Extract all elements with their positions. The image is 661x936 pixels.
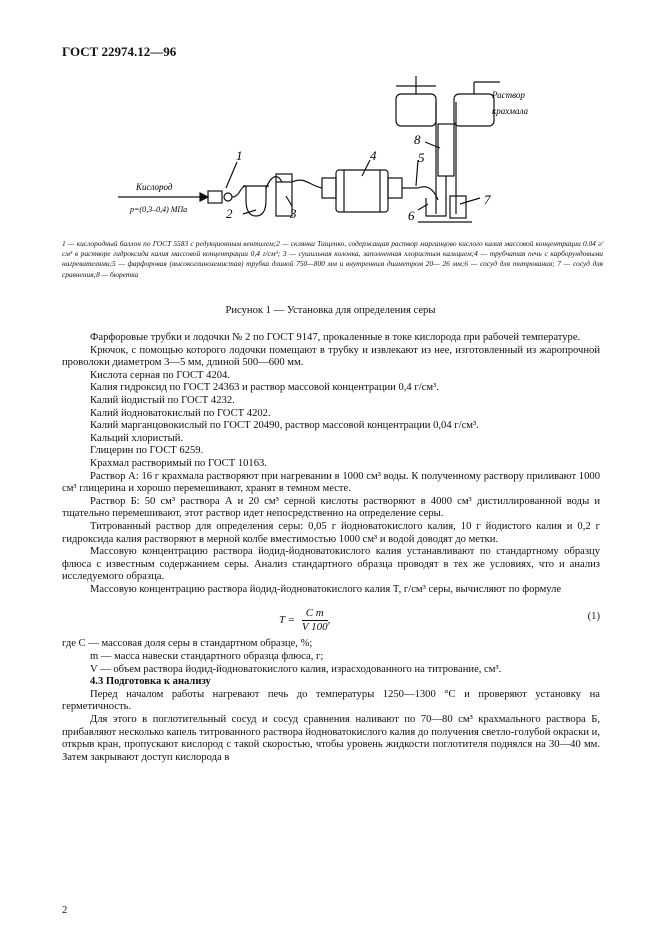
formula-1 [62,599,600,637]
formula-denominator: V 100 [301,621,328,634]
paragraph: Титрованный раствор для определения серы: 0,05 г йодноватокислого калия, 10 г йодистого калия и 0,2 г гидроксида калия растворяют в мерной колбе вместимостью 1000 см³ и водой доводят до метки. [62,520,600,545]
label-pressure: p=(0,3–0,4) МПа [130,205,188,214]
label-3: 3 [290,206,297,221]
paragraph: Кислота серная по ГОСТ 4204. [90,369,230,381]
label-4: 4 [370,148,377,163]
paragraph: Калия гидроксид по ГОСТ 24363 и раствор массовой концентрации 0,4 г/см³. [90,382,439,394]
paragraph: Крахмал растворимый по ГОСТ 10163. [90,457,267,469]
bottle-left [396,94,436,126]
formula-tail: , [327,614,331,627]
figure-caption: 1 — кислородный баллон по ГОСТ 5583 с редукционным вентилем;2 — склянка Тищенко, содержащая раствор марганцово кислого калия массовой концентрации 0.04 г/см³ в растворе гидроксида калия массовой концентрации 0,4 г/см³; 3 — сушильная колонка, заполненная хлористым кальцием;4 — трубчатая печь с карборундовыми нагревателями;5 — фарфоровая (высокоглиноземистая) трубка длиной 750—800 мм и внутренним диаметром 20— 26 мм;6 — сосуд для титрования; 7 — сосуд для сравнения;8 — бюретка [62,239,603,279]
arrow-icon [200,193,208,201]
valve-1 [208,191,222,203]
where-line: m — масса навески стандартного образца флюса, г; [90,651,324,663]
label-7: 7 [484,192,491,207]
apparatus-diagram [100,64,570,236]
paragraph: Перед началом работы нагревают печь до температуры 1250—1300 °С и проверяют установку на герметичность. [62,688,600,713]
vessel-7 [450,196,466,218]
paragraph: Массовую концентрацию раствора йодид-йодноватокислого калия устанавливают по стандартному образцу флюса с известным содержанием серы. Анализ стандартного образца проводят в тех же условиях, что и анализ исследуемого образца. [62,546,600,583]
label-starch-2: крахмала [492,106,528,116]
paragraph: Калий йодистый по ГОСТ 4232. [90,394,235,406]
page-number: 2 [62,905,68,916]
where-line: V — объем раствора йодид-йодноватокислого калия, израсходованного на титрование, см³. [90,663,502,675]
document-header: ГОСТ 22974.12—96 [62,44,177,59]
label-gas: Кислород [136,182,173,192]
paragraph: Глицерин по ГОСТ 6259. [90,445,204,457]
paragraph: Раствор А: 16 г крахмала растворяют при нагревании в 1000 см³ воды. К полученному раствору приливают 1000 см³ глицерина и хорошо перемешивают, хранят в темном месте. [62,470,600,495]
paragraph: Кальций хлористый. [90,432,184,444]
label-8: 8 [414,132,421,147]
label-5: 5 [418,150,425,165]
flask-2 [246,186,266,216]
paragraph: Раствор Б: 50 см³ раствора А и 20 см³ серной кислоты растворяют в 4000 см³ дистиллированной воды и тщательно перемешивают, этот раствор идет непосредственно на определение серы. [62,495,600,520]
body-text [62,332,600,764]
paragraph: Калий йодноватокислый по ГОСТ 4202. [90,407,271,419]
formula-number: (1) [587,611,600,623]
paragraph: Массовую концентрацию раствора йодид-йодноватокислого калия T, г/см³ серы, вычисляют по формуле [90,583,562,595]
where-line: где C — массовая доля серы в стандартном образце, %; [62,638,313,650]
label-1: 1 [236,148,243,163]
label-2: 2 [226,206,233,221]
paragraph: Крючок, с помощью которого лодочки помещают в трубку и извлекают из нее, изготовленный из жаропрочной проволоки диаметром 3—5 мм, длиной 500—600 мм. [62,344,600,369]
section-heading: 4.3 Подготовка к анализу [90,676,211,688]
formula-numerator: C m [302,607,328,621]
paragraph: Калий марганцовокислый по ГОСТ 20490, раствор массовой концентрации 0,04 г/см³. [90,420,479,432]
label-starch-1: Раствор [492,90,525,100]
paragraph: Фарфоровые трубки и лодочки № 2 по ГОСТ 9147, прокаленные в токе кислорода при рабочей температуре. [90,332,581,343]
bottle-starch [454,94,494,126]
formula-lhs: T = [279,614,296,627]
label-6: 6 [408,208,415,223]
paragraph: Для этого в поглотительный сосуд и сосуд сравнения наливают по 70—80 см³ крахмального раствора Б, прибавляют несколько капель титрованного раствора йодноватокислого калия до получения светло-голубой окраски и, открыв кран, пропускают кислород с такой скоростью, чтобы уровень жидкости поглотителя поднялся на 30—40 мм. Затем закрывают доступ кислорода в [62,714,600,763]
figure-title: Рисунок 1 — Установка для определения серы [225,305,436,316]
